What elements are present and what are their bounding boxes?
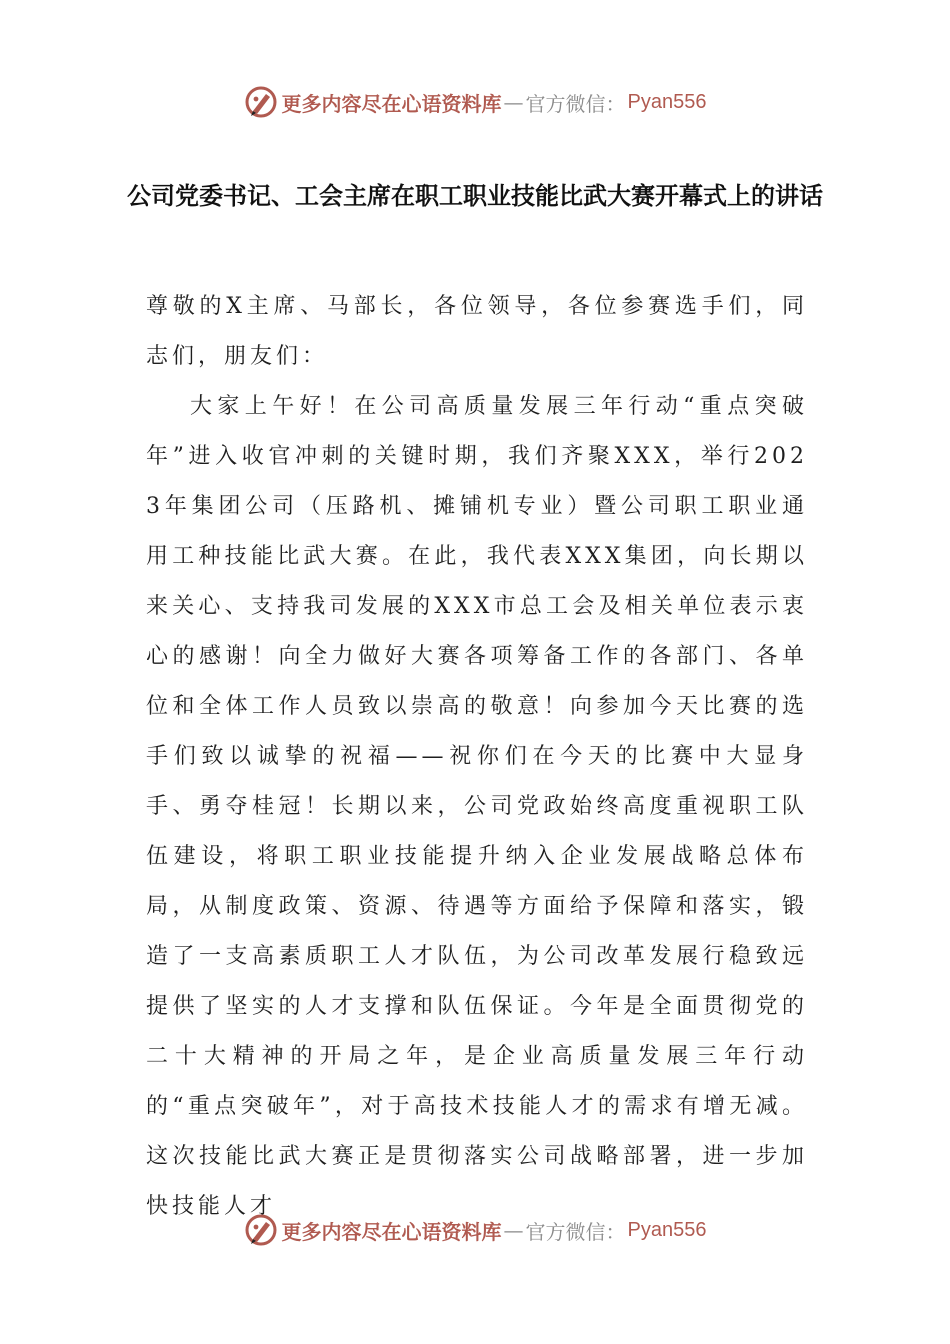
watermark-brand-text: 更多内容尽在心语资料库 [281,91,502,116]
pen-logo-icon [244,85,278,119]
watermark-wechat-label: 官方微信： [525,91,626,116]
watermark-banner-bottom [0,1210,950,1250]
watermark-separator: — [503,90,524,114]
watermark-separator: — [503,1218,524,1242]
watermark-brand-text: 更多内容尽在心语资料库 [281,1219,502,1244]
watermark-banner-top [0,82,950,122]
watermark-wechat-id: Pyan556 [627,90,707,113]
watermark-wechat-label: 官方微信： [525,1219,626,1244]
document-body [146,282,808,1232]
pen-logo-icon [244,1213,278,1247]
salutation: 尊敬的X主席、马部长，各位领导，各位参赛选手们，同志们，朋友们： [146,294,808,369]
body-paragraph: 大家上午好！在公司高质量发展三年行动“重点突破年”进入收官冲刺的关键时期，我们齐聚XXX，举行2023年集团公司（压路机、摊铺机专业）暨公司职工职业通用工种技能比武大赛。在此，我代表XXX集团，向长期以来关心、支持我司发展的XXX市总工会及相关单位表示衷心的感谢！向全力做好大赛各项筹备工作的各部门、各单位和全体工作人员致以崇高的敬意！向参加今天比赛的选手们致以诚挚的祝福——祝你们在今天的比赛中大显身手、勇夺桂冠！长期以来，公司党政始终高度重视职工队伍建设，将职工职业技能提升纳入企业发展战略总体布局，从制度政策、资源、待遇等方面给予保障和落实，锻造了一支高素质职工人才队伍，为公司改革发展行稳致远提供了坚实的人才支撑和队伍保证。今年是全面贯彻党的二十大精神的开局之年，是企业高质量发展三年行动的“重点突破年”，对于高技术技能人才的需求有增无减。这次技能比武大赛正是贯彻落实公司战略部署，进一步加快技能人才 [146,394,808,1219]
watermark-wechat-id: Pyan556 [627,1218,707,1241]
document-title: 公司党委书记、工会主席在职工职业技能比武大赛开幕式上的讲话 [127,182,823,210]
